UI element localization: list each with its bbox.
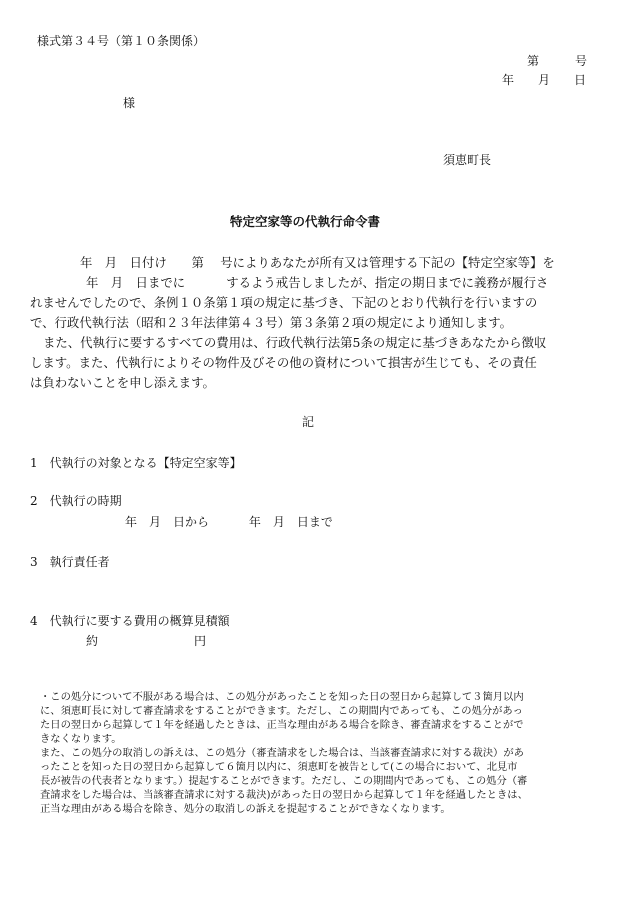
- body-line: は負わないことを申し添えます。: [30, 375, 215, 390]
- body-line: れませんでしたので、条例１０条第１項の規定に基づき、下記のとおり代執行を行いますの: [30, 295, 538, 310]
- body-line: また、代執行に要するすべての費用は、行政代執行法第5条の規定に基づきあなたから徴収: [43, 335, 547, 350]
- notice-line: に、須恵町長に対して審査請求をすることができます。ただし、この期間内であっても、この処分があっ: [40, 705, 523, 717]
- item-responsible: 3 執行責任者: [30, 555, 110, 569]
- notice-line: ・この処分について不服がある場合は、この処分があったことを知った日の翌日から起算して３箇月以内: [40, 691, 524, 703]
- document-number: 第 号: [527, 54, 588, 68]
- document-title: 特定空家等の代執行命令書: [230, 214, 381, 229]
- notice-line: 査請求をした場合は、当該審査請求に対する裁決)があった日の翌日から起算して１年を経過したときは、: [40, 789, 528, 801]
- body-line: 年 月 日までに するよう戒告しましたが、指定の期日までに義務が履行さ: [86, 275, 549, 290]
- document-date: 年 月 日: [502, 73, 587, 87]
- notice-line: ったことを知った日の翌日から起算して６箇月以内に、須恵町を被告として(この場合において、北見市: [40, 761, 518, 773]
- item-target: 1 代執行の対象となる【特定空家等】: [30, 456, 242, 470]
- notice-line: また、この処分の取消しの訴えは、この処分（審査請求をした場合は、当該審査請求に対する裁決）があ: [40, 747, 524, 759]
- notice-line: 長が被告の代表者となります。）提起することができます。ただし、この期間内であっても、この処分（審: [40, 775, 528, 787]
- body-line: します。また、代執行によりその物件及びその他の資材について損害が生じても、その責任: [30, 355, 537, 370]
- body-line: 年 月 日付け 第 号によりあなたが所有又は管理する下記の【特定空家等】を: [80, 255, 555, 270]
- item-period: 2 代執行の時期: [30, 494, 122, 508]
- addressee-honorific: 様: [123, 96, 136, 110]
- ki-heading: 記: [302, 415, 315, 429]
- form-label: 様式第３４号（第１０条関係）: [37, 34, 206, 48]
- item-period-range: 年 月 日から 年 月 日まで: [125, 515, 333, 529]
- notice-line: きなくなります。: [40, 733, 122, 745]
- item-cost: 4 代執行に要する費用の概算見積額: [30, 614, 230, 628]
- sender-name: 須恵町長: [443, 153, 492, 167]
- notice-line: 正当な理由がある場合を除き、処分の取消しの訴えを提起することができなくなります。: [40, 803, 451, 815]
- body-line: で、行政代執行法（昭和２３年法律第４３号）第３条第２項の規定により通知します。: [30, 315, 512, 330]
- item-cost-amount: 約 円: [86, 634, 207, 648]
- notice-line: た日の翌日から起算して１年を経過したときは、正当な理由がある場合を除き、審査請求をすることがで: [40, 719, 524, 731]
